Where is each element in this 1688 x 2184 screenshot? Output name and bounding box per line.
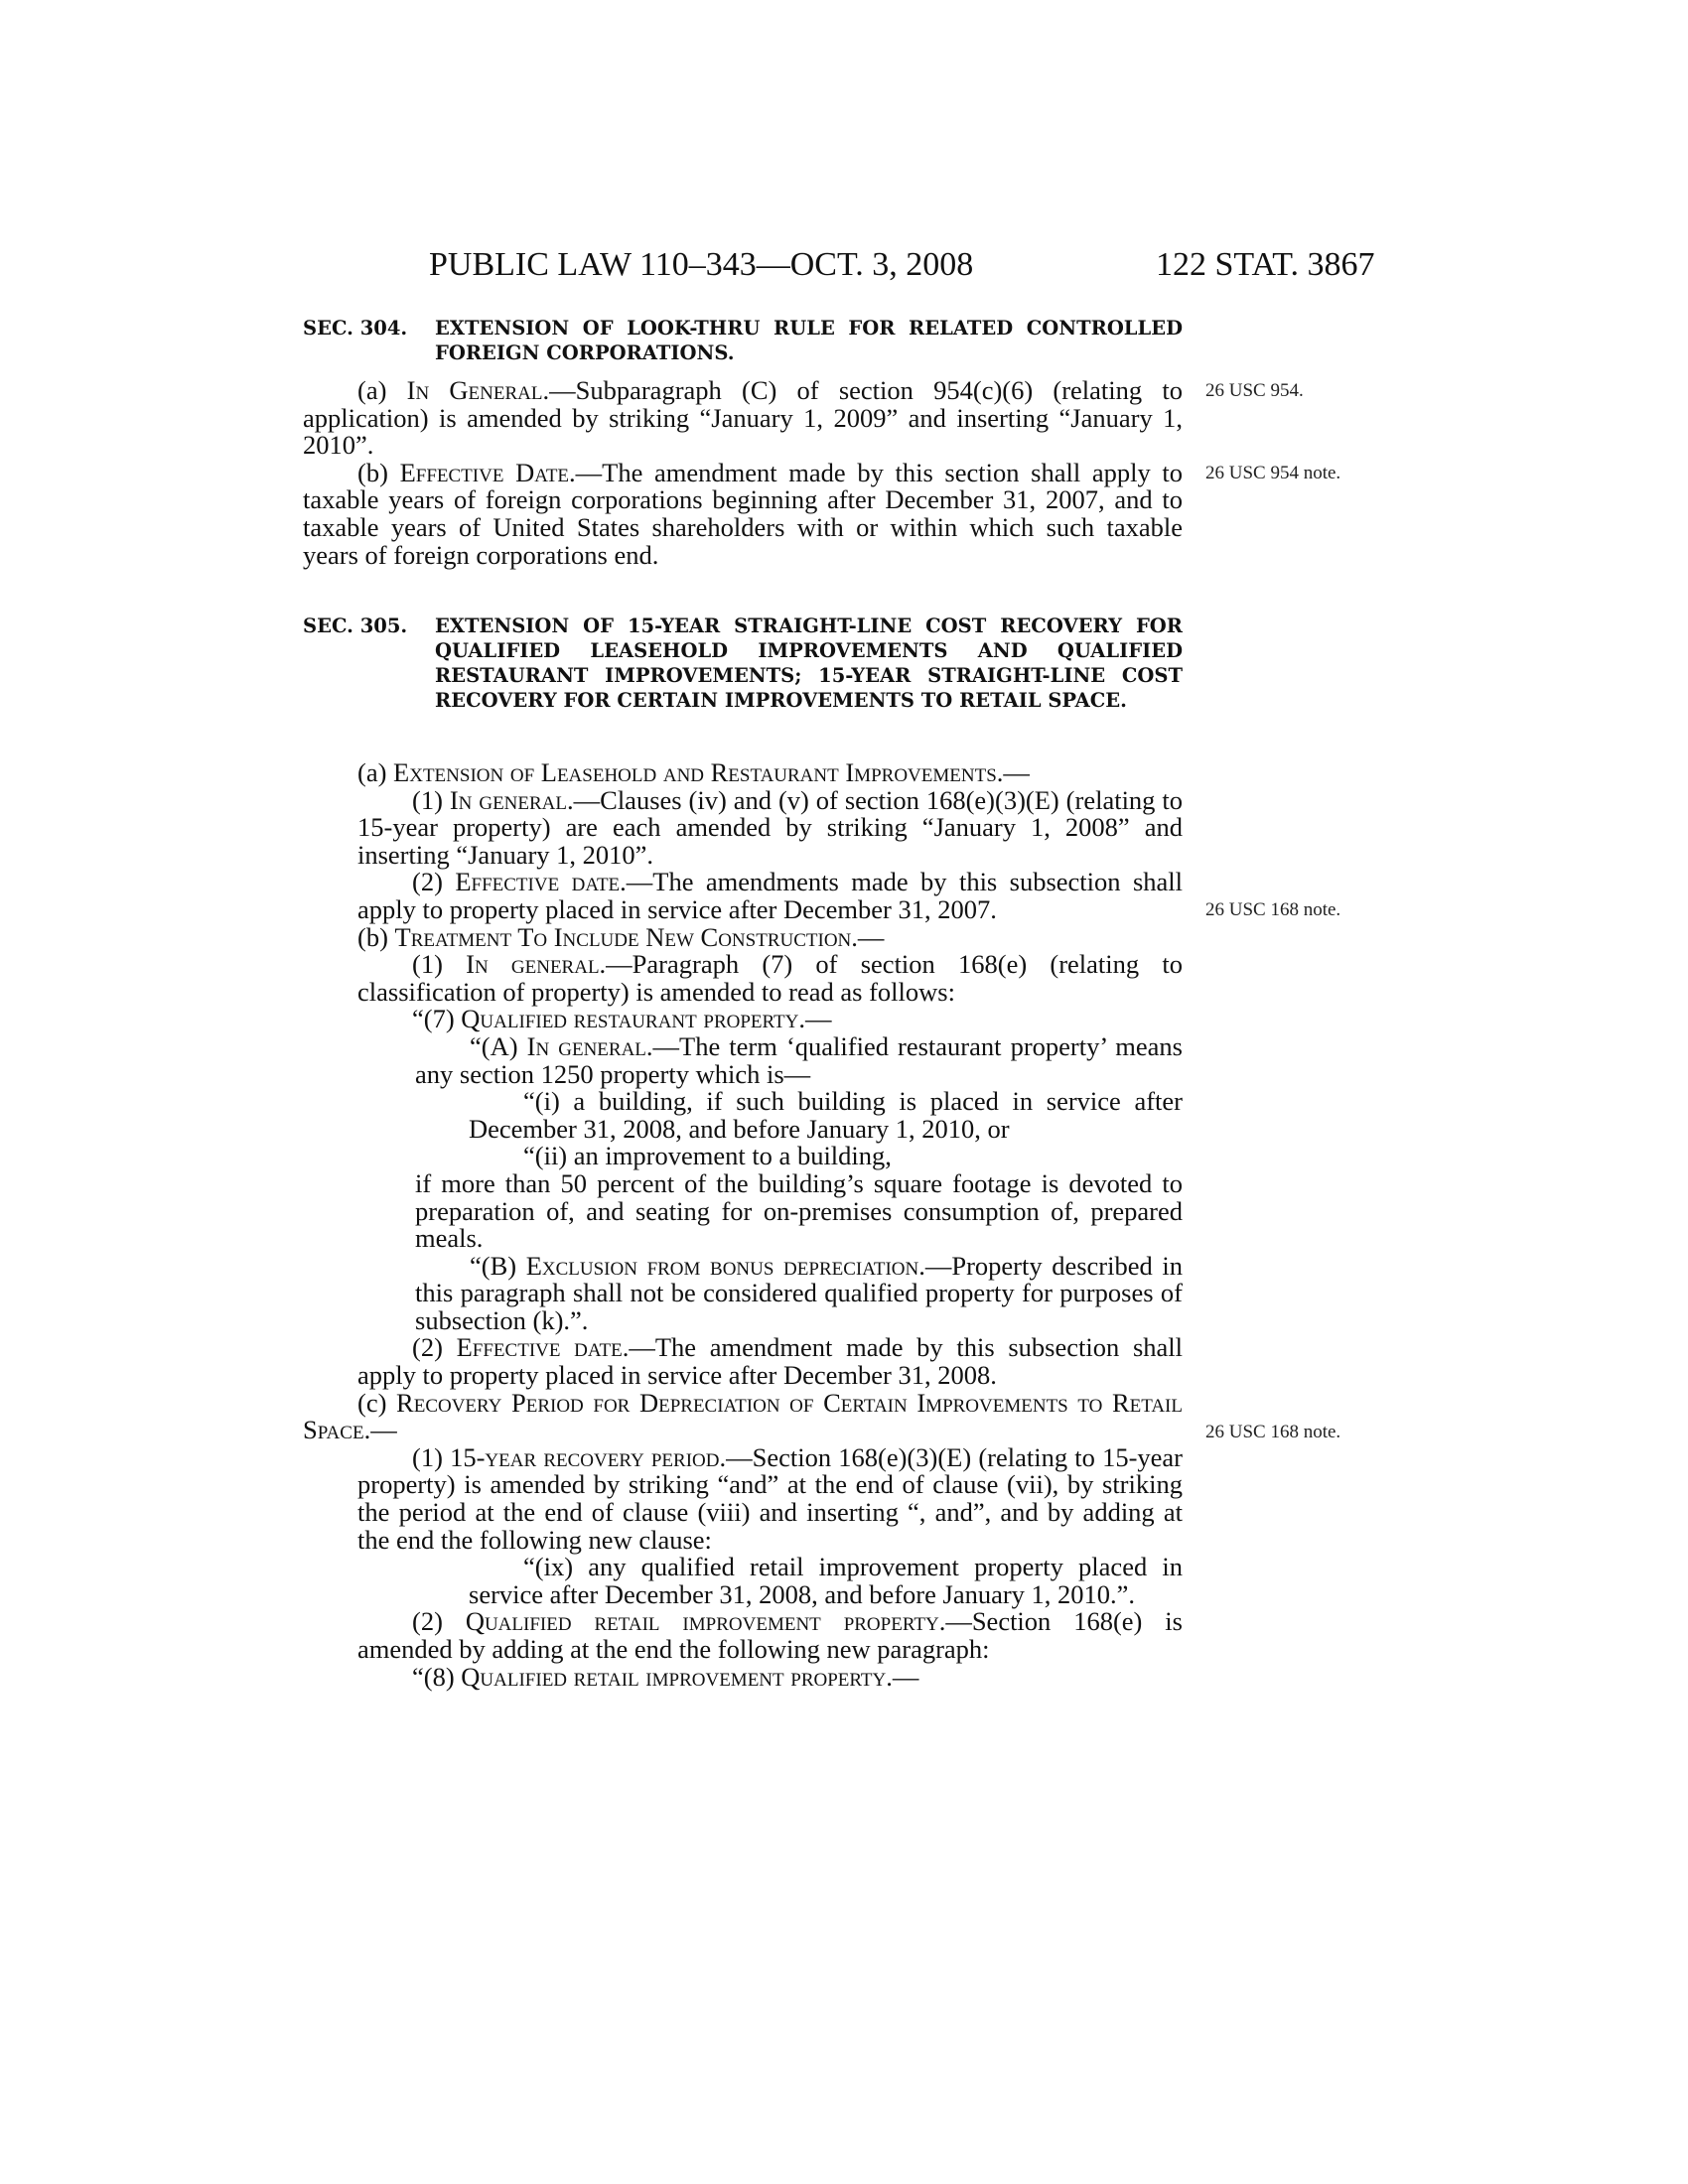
sec-305-body [303,759,1183,1691]
margin-note-26-usc-954-note: 26 USC 954 note. [1205,463,1341,483]
sec-305-a2: (2) Effective date.—The amendments made by this subsection shall apply to property placed in service after December 31, 2007. [357,867,1183,924]
sec-305-c1-clause-ix: “(ix) any qualified retail improvement property placed in service after December 31, 2008, and before January 1, 2010.”. [469,1552,1183,1609]
sec-305-b1-subB: “(B) Exclusion from bonus depreciation.—Property described in this paragraph shall not be considered qualified property for purposes of subsection (k).”. [415,1250,1183,1335]
sec-304-a: (a) In General.—Subparagraph (C) of section 954(c)(6) (relating to application) is amended by striking “January 1, 2009” and inserting “January 1, 2010”. [303,375,1183,461]
sec-305-b1-para7: “(7) Qualified restaurant property.— [412,1004,832,1034]
sec-304-title: EXTENSION OF LOOK-THRU RULE FOR RELATED CONTROLLED FOREIGN CORPORATIONS. [435,317,1183,364]
margin-note-26-usc-168-note-2: 26 USC 168 note. [1205,1422,1341,1442]
sec-305-b2: (2) Effective date.—The amendment made by this subsection shall apply to property placed in service after December 31, 2008. [357,1332,1183,1391]
page-header-title: PUBLIC LAW 110–343—OCT. 3, 2008 [429,246,974,283]
sec-305-a: (a) Extension of Leasehold and Restaurant Improvements.— [357,757,1030,787]
margin-note-26-usc-168-note-1: 26 USC 168 note. [1205,899,1341,920]
sec-305-number: SEC. 305. [303,614,408,637]
sec-305-b1-subA: “(A) In general.—The term ‘qualified restaurant property’ means any section 1250 property which is— [415,1030,1183,1089]
margin-note-26-usc-954: 26 USC 954. [1205,380,1304,401]
sec-305-heading [303,614,1183,713]
sec-304-number: SEC. 304. [303,317,408,340]
sec-305-c1: (1) 15-year recovery period.—Section 168(e)(3)(E) (relating to 15-year property) is amended by striking “and” at the end of clause (vii), by striking the period at the end of clause (viii) and inserting “, and”, and by adding at the end the following new clause: [357,1441,1183,1555]
sec-305-c: (c) Recovery Period for Depreciation of Certain Improvements to Retail Space.— [303,1387,1183,1445]
sec-304-b: (b) Effective Date.—The amendment made by this section shall apply to taxable years of foreign corporations beginning after December 31, 2007, and to taxable years of United States shareholders with or within which such taxable years of foreign corporations end. [303,457,1183,570]
sec-305-b1-continuation: if more than 50 percent of the building’s square footage is devoted to preparation of, and seating for on-premises consumption of, prepared meals. [415,1167,1183,1254]
sec-305-c2: (2) Qualified retail improvement property.—Section 168(e) is amended by adding at the end the following new paragraph: [357,1606,1183,1664]
page-header-stat: 122 STAT. 3867 [1156,246,1375,283]
sec-305-b: (b) Treatment To Include New Construction.— [357,921,885,952]
sec-305-b1-clause-ii: “(ii) an improvement to a building, [523,1141,892,1171]
sec-304-heading [303,316,1183,365]
sec-305-c2-para8: “(8) Qualified retail improvement property.— [412,1661,919,1692]
sec-304-body [303,377,1183,569]
sec-305-b1: (1) In general.—Paragraph (7) of section 168(e) (relating to classification of property) is amended to read as follows: [357,949,1183,1007]
sec-305-title: EXTENSION OF 15-YEAR STRAIGHT-LINE COST RECOVERY FOR QUALIFIED LEASEHOLD IMPROVEMENTS AND QUALIFIED RESTAURANT IMPROVEMENTS; 15-YEAR STRAIGHT-LINE COST RECOVERY FOR CERTAIN IMPROVEMENTS TO RETAIL SPACE. [435,614,1183,712]
sec-305-a1: (1) In general.—Clauses (iv) and (v) of section 168(e)(3)(E) (relating to 15-year property) are each amended by striking “January 1, 2008” and inserting “January 1, 2010”. [357,784,1183,870]
sec-305-b1-clause-i: “(i) a building, if such building is placed in service after December 31, 2008, and before January 1, 2010, or [469,1086,1183,1144]
